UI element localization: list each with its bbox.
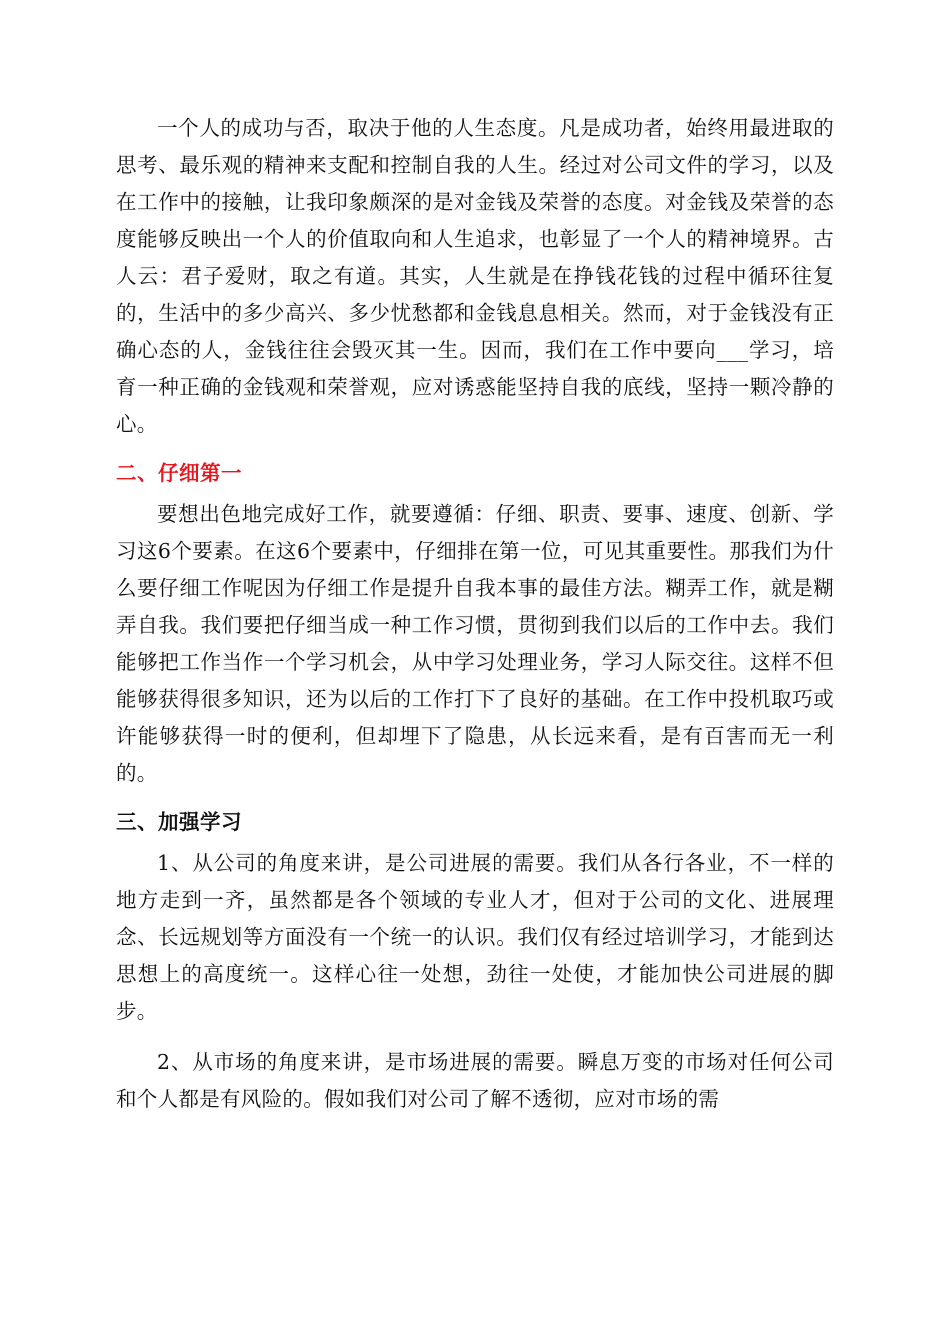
paragraph-attitude: 一个人的成功与否，取决于他的人生态度。凡是成功者，始终用最进取的思考、最乐观的精神来支配和控制自我的人生。经过对公司文件的学习，以及在工作中的接触，让我印象颇深的是对金钱及荣誉的态度。对金钱及荣誉的态度能够反映出一个人的价值取向和人生追求，也彰显了一个人的精神境界。古人云：君子爱财，取之有道。其实，人生就是在挣钱花钱的过程中循环往复的，生活中的多少高兴、多少忧愁都和金钱息息相关。然而，对于金钱没有正确心态的人，金钱往往会毁灭其一生。因而，我们在工作中要向___学习，培育一种正确的金钱观和荣誉观，应对诱惑能坚持自我的底线，坚持一颗冷静的心。 xyxy=(116,116,834,436)
paragraph-market-perspective: 2、从市场的角度来讲，是市场进展的需要。瞬息万变的市场对任何公司和个人都是有风险的。假如我们对公司了解不透彻，应对市场的需 xyxy=(116,1050,834,1111)
document-page xyxy=(116,110,834,1118)
paragraph-carefulness: 要想出色地完成好工作，就要遵循：仔细、职责、要事、速度、创新、学习这6个要素。在这6个要素中，仔细排在第一位，可见其重要性。那我们为什么要仔细工作呢因为仔细工作是提升自我本事的最佳方法。糊弄工作，就是糊弄自我。我们要把仔细当成一种工作习惯，贯彻到我们以后的工作中去。我们能够把工作当作一个学习机会，从中学习处理业务，学习人际交往。这样不但能够获得很多知识，还为以后的工作打下了良好的基础。在工作中投机取巧或许能够获得一时的便利，但却埋下了隐患，从长远来看，是有百害而无一利的。 xyxy=(116,502,834,785)
section-heading-carefulness: 二、仔细第一 xyxy=(116,461,242,485)
section-heading-learning: 三、加强学习 xyxy=(116,810,242,834)
paragraph-company-perspective: 1、从公司的角度来讲，是公司进展的需要。我们从各行各业，不一样的地方走到一齐，虽然都是各个领域的专业人才，但对于公司的文化、进展理念、长远规划等方面没有一个统一的认识。我们仅有经过培训学习，才能到达思想上的高度统一。这样心往一处想，劲往一处使，才能加快公司进展的脚步。 xyxy=(116,851,834,1023)
